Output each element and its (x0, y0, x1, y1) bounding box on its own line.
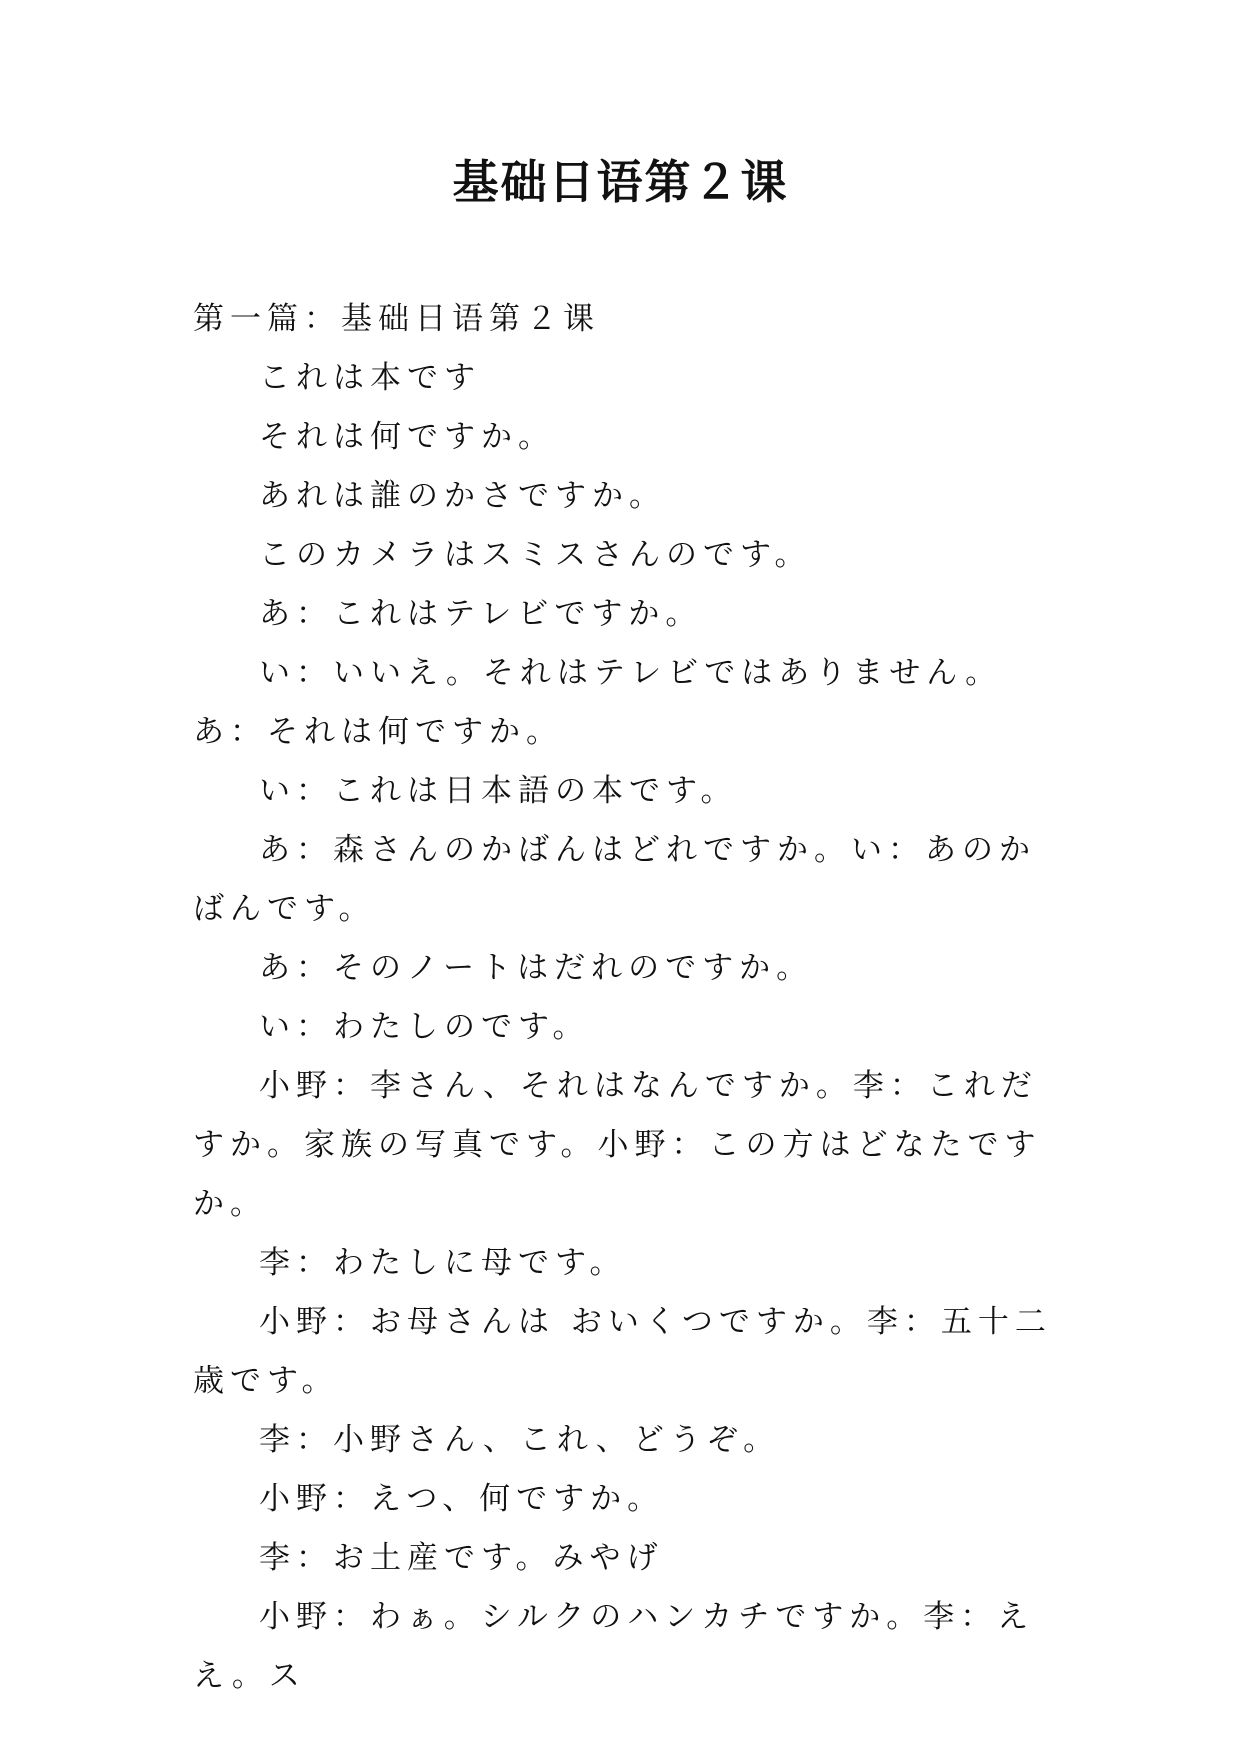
paragraph: い：いいえ。それはテレビではありません。あ：それは何ですか。 (193, 655, 1003, 750)
document-title: 基础日语第２课 (452, 155, 789, 209)
paragraph: あれは誰のかさですか。 (259, 478, 666, 514)
paragraph: い：わたしのです。 (259, 1009, 590, 1045)
paragraph: あ：森さんのかばんはどれですか。い：あのかばんです。 (193, 832, 1036, 927)
document-body (193, 290, 1063, 1706)
paragraph: 李：小野さん、これ、どうぞ。 (259, 1422, 781, 1458)
paragraph: それは何ですか。 (259, 419, 555, 455)
paragraph: 李：わたしに母です。 (259, 1245, 627, 1281)
paragraph: 小野：えつ、何ですか。 (259, 1481, 665, 1517)
paragraph: これは本です (259, 360, 481, 396)
paragraph: 小野：李さん、それはなんですか。李：これだすか。家族の写真です。小野：この方はどなたですか。 (193, 1068, 1042, 1222)
paragraph: 李：お土産です。みやげ (259, 1540, 664, 1576)
paragraph: あ：そのノートはだれのですか。 (259, 950, 814, 986)
paragraph: い：これは日本語の本です。 (259, 773, 738, 809)
paragraph: 第一篇：基础日语第２课 (193, 301, 600, 337)
paragraph: このカメラはスミスさんのです。 (259, 537, 812, 573)
paragraph: 小野：わぁ。シルクのハンカチですか。李：ええ。ス (193, 1599, 1035, 1694)
paragraph: 小野：お母さんは おいくつですか。李：五十二歳です。 (193, 1304, 1052, 1399)
paragraph: あ：これはテレビですか。 (259, 596, 703, 632)
